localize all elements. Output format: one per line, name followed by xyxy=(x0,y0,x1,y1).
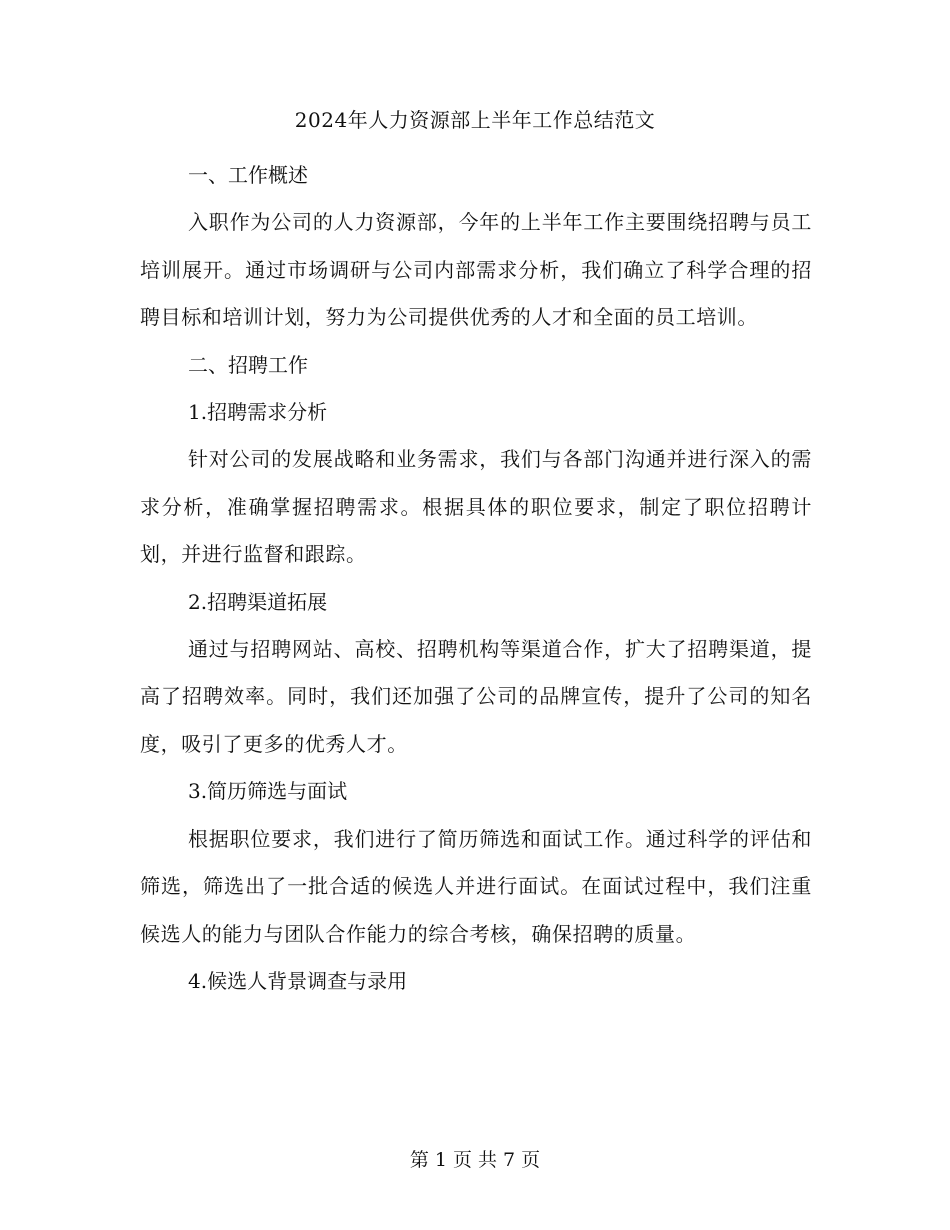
section-heading-recruitment: 二、招聘工作 xyxy=(188,352,308,377)
paragraph-needs-analysis: 针对公司的发展战略和业务需求，我们与各部门沟通并进行深入的需求分析，准确掌握招聘需求。根据具体的职位要求，制定了职位招聘计划，并进行监督和跟踪。 xyxy=(140,447,812,567)
section-heading-overview: 一、工作概述 xyxy=(188,163,308,187)
subsection-heading-screening: 3.简历筛选与面试 xyxy=(188,779,348,804)
paragraph-overview: 入职作为公司的人力资源部，今年的上半年工作主要围绕招聘与员工培训展开。通过市场调研与公司内部需求分析，我们确立了科学合理的招聘目标和培训计划，努力为公司提供优秀的人才和全面的员工培训。 xyxy=(140,210,812,330)
paragraph-channels: 通过与招聘网站、高校、招聘机构等渠道合作，扩大了招聘渠道，提高了招聘效率。同时，我们还加强了公司的品牌宣传，提升了公司的知名度，吸引了更多的优秀人才。 xyxy=(140,637,812,756)
document-body xyxy=(140,152,812,1005)
subsection-heading-channels: 2.招聘渠道拓展 xyxy=(188,589,328,614)
page-footer-page-number: 第 1 页 共 7 页 xyxy=(409,1149,541,1171)
paragraph-screening: 根据职位要求，我们进行了简历筛选和面试工作。通过科学的评估和筛选，筛选出了一批合适的候选人并进行面试。在面试过程中，我们注重候选人的能力与团队合作能力的综合考核，确保招聘的质量。 xyxy=(140,826,812,946)
subsection-heading-background-check: 4.候选人背景调查与录用 xyxy=(188,968,408,993)
subsection-heading-needs-analysis: 1.招聘需求分析 xyxy=(188,400,328,425)
document-title: 2024年人力资源部上半年工作总结范文 xyxy=(294,108,656,132)
